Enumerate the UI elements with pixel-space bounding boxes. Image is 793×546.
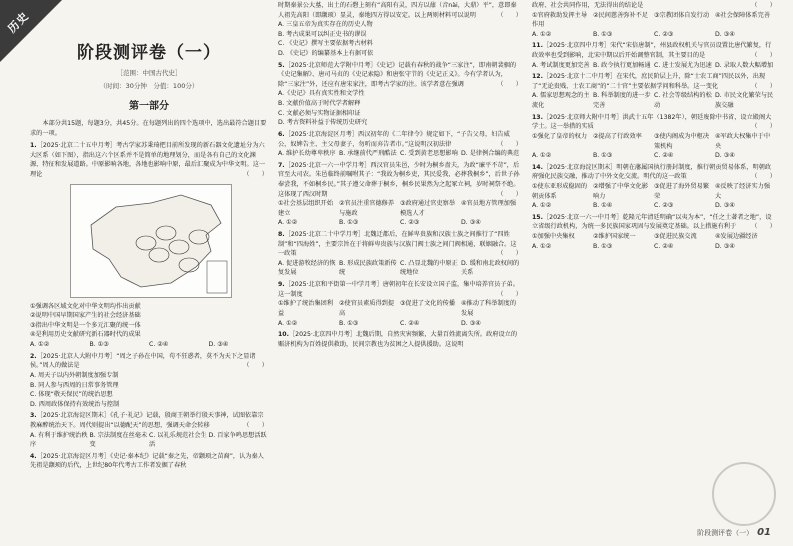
choice-item: A. ①② (30, 341, 50, 349)
question-item (532, 163, 776, 211)
option-item: ①官府救助发挥主导作用 (532, 11, 588, 29)
option-item: A. 促进游牧经济的恢复发展 (278, 259, 336, 277)
choice-item: D. ③④ (461, 319, 481, 327)
option-item: C. 《史记》撰写主要依据考古材料 (278, 40, 373, 48)
question-list-col3 (532, 1, 776, 251)
question-number: 9. (278, 281, 285, 289)
option-item: ②维护国家统一 (593, 233, 636, 241)
option-item: A. 有利于维护统治秩序 (30, 431, 88, 449)
question-text: ［2025·北京一六一中学月考］西汉官员朱邑，少时为桐乡啬夫，为政“廉平不苛”，后官至大司农。朱邑临终前嘱咐其子：“我故为桐乡吏，其民爱我，必葬我桐乡”，后世子孙奉尝我，不如桐乡民。”其子遵父命葬于桐乡，桐乡民果然为之起冢立祠，岁时祠祭不绝。这体现了西汉时期 (278, 161, 520, 198)
option-item: ③使内阁成为中枢决策机构 (654, 132, 710, 150)
option-item: ③促进民族交流 (654, 233, 697, 241)
option-item: ①加强中央集权 (532, 233, 575, 241)
answer-paren: （ ） (751, 223, 776, 231)
question-item (30, 141, 268, 349)
question-text: ［2025·北京师范大学附中月考］《史记》记载有春秋的战争“三家注”，即南朝裴骃的《史记集解》、唐司马贞的《史记索隐》和唐张守节的《史记正义》。今有学者认为，除“三家注”外，还应有唐宋家注，即考古学家的注。该学者意在强调 (278, 61, 517, 88)
column-2 (278, 0, 522, 351)
option-item: ②增强了中华文化影响力 (593, 182, 649, 200)
option-list (278, 20, 522, 58)
question-stem (278, 1, 522, 20)
question-item (30, 352, 268, 410)
question-stem (532, 1, 776, 11)
question-number: 3. (30, 412, 37, 420)
choice-item: B. ①③ (339, 219, 359, 227)
question-number: 2. (30, 352, 37, 360)
choice-item: A. ①② (532, 242, 552, 250)
question-text: ［2025·北京海淀区月考］《史记·秦本纪》记载“秦之先，帝颛顼之苗裔”，认为秦人先祖是颛顼的后代，上世纪80年代考古工作者发掘了春秋 (30, 452, 264, 470)
option-item: ④官员地方管理加强 (461, 200, 517, 208)
subject-label: 历史 (5, 9, 32, 36)
option-item: ④发展边疆经济 (715, 233, 758, 241)
question-stem (278, 280, 522, 299)
option-item: ②提高了行政效率 (593, 132, 642, 140)
option-item: D. 市民文化繁荣与民族交融 (715, 92, 774, 110)
question-stem (30, 452, 268, 471)
choice-item: B. ①③ (593, 242, 613, 250)
choice-item: B. ①③ (339, 319, 359, 327)
answer-paren: （ ） (497, 290, 522, 298)
option-item: B. 科举制度的进一步完善 (593, 92, 651, 110)
option-item: ③促进了文化的传播 (400, 300, 456, 308)
choice-list (532, 201, 776, 211)
option-list (532, 61, 776, 71)
exam-meta: （时间：30分钟 分值：100分） (99, 82, 199, 91)
option-item: A. 周天子以内外朝制度加强专制 (30, 371, 119, 379)
answer-paren: （ ） (497, 140, 522, 148)
answer-paren: （ ） (497, 250, 522, 258)
question-text: 时期秦景公大墓，出土的石磬上刻有“高阳有灵，四方以鼐（音nài，大鼎）平”，意即秦人祖先高阳（即颛顼）显灵，秦地四方得以安定。以上两则材料可以说明 (278, 2, 517, 19)
choice-item: D. ③④ (715, 30, 735, 38)
question-number: 14. (532, 163, 543, 171)
choice-item: C. ②③ (400, 219, 420, 227)
option-list (278, 89, 522, 127)
option-item: ④是利用历史文献研究新石器时代的成果 (30, 331, 141, 339)
option-item: ④军政大权集中于中央 (715, 132, 771, 150)
choice-item: A. ①② (278, 219, 298, 227)
question-list-col2 (278, 1, 522, 349)
question-item (30, 452, 268, 471)
option-item: C. 受到黄老思想影响 (400, 150, 458, 158)
choice-item: A. ①② (532, 152, 552, 160)
option-item: A. 三皇五帝为真实存在的历史人物 (278, 21, 373, 29)
answer-paren: （ ） (751, 173, 776, 181)
question-item (278, 130, 522, 159)
option-item: ②民间慈善弥补不足 (593, 11, 649, 19)
question-text: ［2025·北京十二中月考］在宋代，庶民阶层上升，除“士农工商”四民以外，出现了“无论贵贱、士农工商”的“二十官”主要依据学问和科举。这一变化 (532, 73, 766, 90)
option-item: ④反映了经济实力强大 (715, 182, 771, 200)
column-1 (30, 0, 268, 473)
choice-item: A. ①② (532, 202, 552, 210)
question-item (532, 213, 776, 251)
question-number: 11. (532, 42, 543, 50)
option-item: ①使东亚形成稳固的朝贡体系 (532, 182, 588, 200)
china-map-figure (70, 184, 232, 298)
option-item: C. 文献必须与实物证据相印证 (278, 109, 361, 117)
choice-item: B. ①③ (593, 30, 613, 38)
answer-paren: （ ） (751, 2, 776, 9)
question-item (30, 411, 268, 449)
question-item (532, 41, 776, 70)
question-stem (532, 163, 776, 182)
answer-paren: （ ） (751, 82, 776, 90)
intro-text: 本部分共15题，每题3分，共45分。在每题列出的四个选项中，选出最符合题目要求的一项。 (30, 119, 267, 137)
choice-item: D. ③④ (715, 152, 735, 160)
option-item: D. 录取人数大幅增加 (715, 61, 774, 69)
question-item (278, 280, 522, 328)
choice-item: D. ③④ (461, 219, 481, 227)
choice-item: C. ②④ (149, 341, 169, 349)
option-list (278, 259, 522, 278)
choice-item: D. ③④ (715, 242, 735, 250)
option-item: B. 政令执行更加畅通 (593, 61, 651, 69)
option-item: ①维护了统治集团利益 (278, 300, 334, 317)
option-list (532, 182, 776, 201)
question-text: ［2025·北京海淀区期末］《孔子·礼记》记载，殷商王朝举行殷天事神，试图依靠宗教麻醉统治天下。周代则提出“以德配天”的思想，强调天命会转移 (30, 412, 264, 429)
question-item (278, 230, 522, 278)
choice-list (278, 319, 522, 329)
option-item: ②说明中国早期国家产生的社会经济基础 (30, 312, 141, 320)
answer-paren: （ ） (497, 80, 522, 88)
option-list (532, 132, 776, 151)
question-number: 4. (30, 452, 37, 460)
question-number: 1. (30, 142, 37, 150)
page-title: 阶段测评卷（一） (77, 43, 221, 63)
option-item: A. 维护长幼尊卑秩序 (278, 150, 336, 158)
option-list (532, 91, 776, 110)
option-item: C. 体现“敬天保民”的统治思想 (30, 391, 113, 399)
question-number: 13. (532, 113, 543, 121)
option-item: A. 儒家思想观念的主流化 (532, 92, 590, 110)
choice-list (532, 242, 776, 252)
choice-item: B. ①③ (89, 341, 109, 349)
question-stem (278, 61, 522, 90)
choice-item: B. ①④ (593, 202, 613, 210)
question-text: ［2025·北京师大附中月考］洪武十五年（1382年），朝廷废除中书省，设立殿阁大学士。这一举措的实质 (532, 113, 772, 131)
option-item: D. 西周政体保持有效统治与控制 (30, 400, 120, 408)
choice-list (532, 30, 776, 40)
choice-item: D. ③④ (208, 341, 229, 349)
south-sea-inset (207, 261, 227, 293)
answer-paren: （ ） (751, 52, 776, 60)
option-item: ④社会保障体系完善 (715, 11, 771, 19)
question-text: ［2025·北京二十五中月考］考古学家苏秉琦把目前所发现的新石器文化遗址分为六大区系（如下图），指出这六个区系并不是简单的地理划分，而是各有自己的文化渊源、特征和发展道路。中原影响各地，各地也影响中原，最后汇聚成为中华文明。这一理论 (30, 142, 266, 179)
page-number: 01 (757, 527, 771, 538)
option-item: ③促进了海外贸易繁荣 (654, 182, 710, 200)
question-number: 5. (278, 61, 285, 69)
question-text: ［2025·北京海淀区月考］西汉初年的《二年律令》规定如下，“子告父母，妇告威公，奴婢告主、主父母妻子，勿听而弃告者市。”这说明汉初法律 (278, 130, 510, 148)
question-stem (30, 141, 268, 179)
question-text: ［2025·北京二十中学月考］北魏迁都后，在鲜卑贵族和汉族士族之间推行了“四姓制”和“四海姓”，主要宗旨在于将鲜卑贵族与汉族门阀士族之间门阀相通，联姻融合。这一政策 (278, 231, 517, 258)
question-text: ［2025·北京海淀区期末］明朝在藩属国执行册封制度，推行朝贡贸易体系，明朝政府强化民族交融，推动了中外文化交流。明代的这一政策 (532, 163, 772, 181)
china-outline (91, 195, 221, 287)
question-text: ［2025·北京四中月考］宋代“宋倍唐制”，州县政权机关与官员设置比唐代繁复，行政效率也受到影响，北宋中期以后开始调整官制，其主要目的是 (532, 42, 772, 60)
question-stem (30, 352, 268, 371)
question-item (278, 161, 522, 228)
option-item: B. 考古成果可以纠正史书的谬误 (278, 30, 367, 38)
option-item: ②官员注重官德修养与施政 (339, 200, 395, 217)
answer-paren: （ ） (243, 171, 268, 179)
choice-list (532, 151, 776, 161)
option-item: D. 《史记》的编纂基本上有据可依 (278, 50, 374, 58)
option-list (532, 11, 776, 30)
option-item: ①社会基层组织开始建立 (278, 200, 334, 217)
question-item (532, 1, 776, 39)
option-list (278, 299, 522, 318)
option-item: A.《史记》具有真实性和文学性 (278, 90, 365, 98)
question-item (532, 113, 776, 161)
choice-list (30, 340, 268, 350)
option-item: ①强化了皇帝的权力 (532, 132, 588, 140)
option-item: B. 宗法制度在丝毫未变 (89, 431, 148, 449)
option-item: A. 考试制度更加完善 (532, 61, 590, 69)
option-list (30, 371, 268, 409)
china-map-svg (71, 185, 231, 297)
option-item: C. 凸显北魏的中原正统地位 (400, 259, 458, 277)
option-item: D. 考古资料补益于传统历史研究 (278, 119, 368, 127)
option-item: D. 缓和南北政权间的关系 (461, 259, 520, 277)
option-list (278, 199, 522, 218)
option-item: ①强调各区域文化对中华文明均作出贡献 (30, 302, 141, 310)
question-stem (278, 161, 522, 199)
option-item: D. 是律例合编的典范 (461, 150, 520, 158)
question-stem (30, 411, 268, 430)
choice-item: A. ①② (278, 319, 298, 327)
question-stem (532, 113, 776, 132)
question-text: ［2025·北京和平街第一中学月考］唐朝初年在长安设立国子监，集中培养官员子弟。这一制度 (278, 281, 519, 298)
choice-item: C. ②③ (654, 202, 674, 210)
choice-list (278, 218, 522, 228)
question-number: 7. (278, 161, 285, 169)
choice-item: A. ①② (532, 30, 552, 38)
option-list (30, 302, 268, 340)
choice-item: B. ①③ (593, 152, 613, 160)
answer-paren: （ ） (751, 123, 776, 131)
option-item: B. 同人参与西周的日常事务管理 (30, 381, 119, 389)
question-list-col1 (30, 141, 268, 471)
question-item (532, 72, 776, 110)
question-stem (532, 41, 776, 60)
option-item: C. 以礼乐规范社会生活 (149, 431, 207, 449)
option-item: ④推动了科举制度的发展 (461, 300, 517, 317)
question-text: ［2025·北京人大附中月考］“周之子孙在中国，苟不狂惑者，莫不为天下之显诸侯。”周人的做法是 (30, 352, 256, 370)
question-number: 15. (532, 213, 543, 221)
question-stem (532, 72, 776, 91)
question-item (278, 1, 522, 59)
option-item: C. 社会等级结构的松动 (654, 92, 712, 110)
question-stem (278, 230, 522, 259)
choice-item: D. ③④ (715, 202, 735, 210)
option-list (532, 232, 776, 242)
question-item (278, 61, 522, 128)
option-item: ③指出中华文明是一个多元汇聚的统一体 (30, 321, 141, 329)
option-item: ③政府通过官吏察举模选人才 (400, 200, 456, 217)
subtitle: ［范围：中国古代史］ (116, 69, 182, 78)
option-item: ③宗教团体自发行动 (654, 11, 710, 19)
column-3 (532, 0, 776, 253)
answer-paren: （ ） (243, 362, 268, 370)
option-item: C. 进士发展尤为迅速 (654, 61, 712, 69)
option-item: B. 形成民族政策新传统 (339, 259, 397, 277)
answer-paren: （ ） (243, 421, 268, 429)
option-item: B. 文献价值高于时代学者解释 (278, 100, 361, 108)
question-text: ［2025·北京一六一中月考］乾隆元年清廷明确“以夷为本”，“任之土著者之地”，设立省级行政机构，为统一多民族国家巩固与发展奠定基础。以上措施有利于 (532, 213, 772, 231)
watermark-seal (712, 462, 776, 526)
option-item: D. 百家争鸣思想活跃 (208, 431, 267, 439)
page-footer (697, 527, 771, 538)
choice-item: C. ②③ (654, 30, 674, 38)
section-heading: 第一部分 (129, 101, 169, 113)
question-number: 10. (278, 331, 289, 339)
question-number: 6. (278, 130, 285, 138)
choice-item: C. ②④ (400, 319, 420, 327)
question-text: ［2025·北京四中月考］北魏后期，自然灾害频繁，大量百姓流离失所。政府设立的赈济机构为百姓提供救助，民间宗教也为贫困之人提供援助。这说明 (278, 331, 518, 348)
option-item: ②使官员素质得到提高 (339, 300, 395, 317)
option-item: B. 承继前代严刑酷法 (339, 150, 397, 158)
answer-paren: （ ） (497, 11, 522, 19)
option-list (30, 431, 268, 450)
choice-item: C. ②④ (654, 242, 674, 250)
footer-label: 阶段测评卷（一） (697, 529, 754, 537)
choice-item: C. ②④ (654, 152, 674, 160)
question-stem (532, 213, 776, 232)
question-number: 12. (532, 73, 543, 81)
option-list (278, 149, 522, 159)
question-number: 8. (278, 231, 285, 239)
question-text: 政府、社会共同作用，无法得出的结论是 (532, 2, 644, 9)
question-stem (278, 330, 522, 349)
question-stem (278, 130, 522, 149)
question-item (278, 330, 522, 349)
answer-paren: （ ） (497, 190, 522, 198)
